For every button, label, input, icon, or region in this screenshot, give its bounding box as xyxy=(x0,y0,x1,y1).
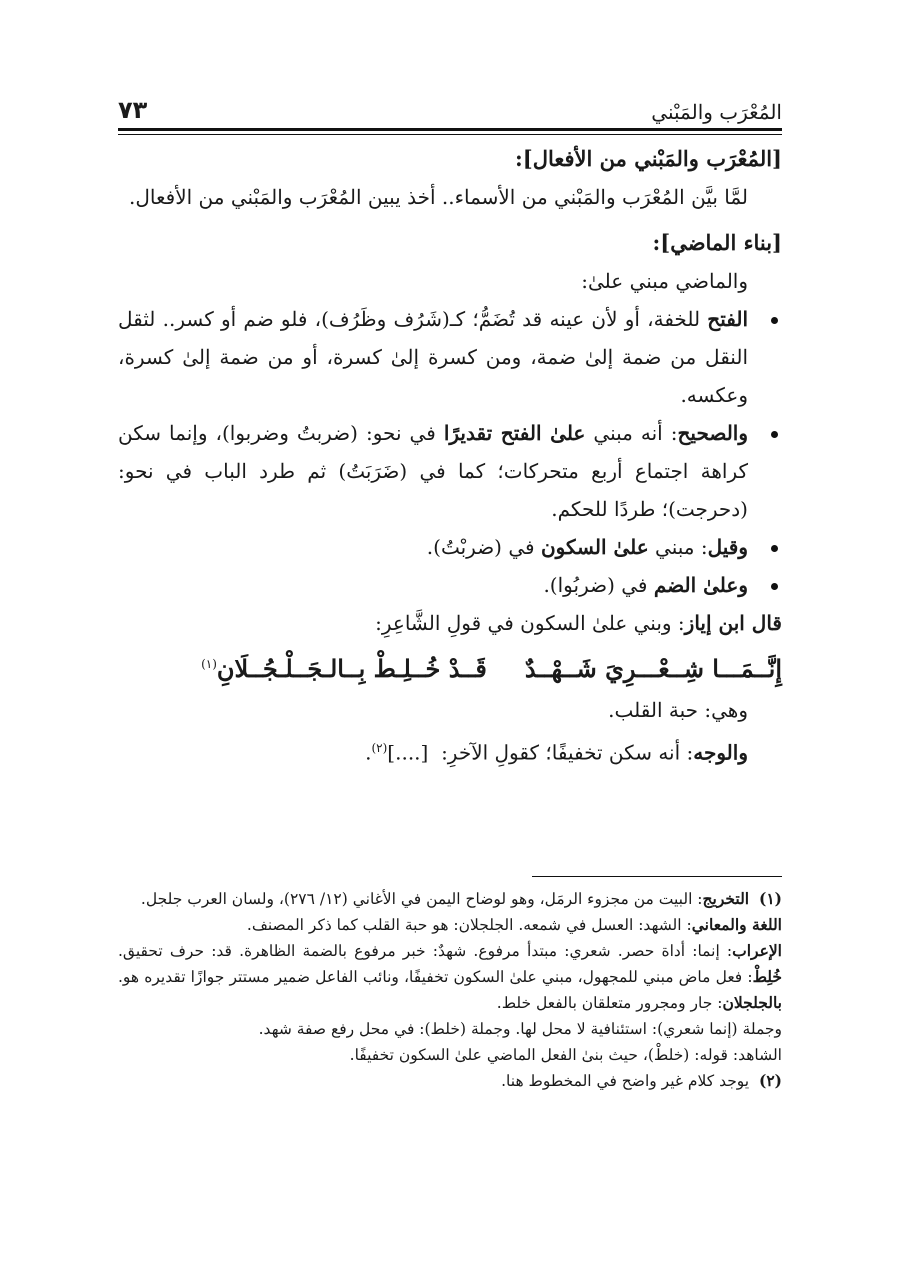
list-item xyxy=(118,414,782,528)
section-heading-verbs: [المُعْرَب والمَبْني من الأفعال]: xyxy=(515,146,782,171)
footnote-2-marker: (٢) xyxy=(758,1071,782,1090)
footnote-1-text: : البيت من مجزوء الرمَل، وهو لوضاح اليمن في الأغاني (١٢/ ٢٧٦)، ولسان العرب جلجل. xyxy=(140,890,703,908)
footnote-1-marker: (١) xyxy=(758,889,782,908)
after-verse-line: وهي: حبة القلب. xyxy=(608,698,748,722)
section-heading-past: [بناء الماضي]: xyxy=(652,230,782,255)
bullet-icon xyxy=(771,431,778,438)
footnote-shahid: الشاهد: قوله: (خلطْ)، حيث بنىٰ الفعل الماضي علىٰ السكون تخفيفًا. xyxy=(349,1046,782,1064)
verse-intro-text: : وبني علىٰ السكون في قولِ الشَّاعِرِ: xyxy=(375,611,685,635)
verse-hemistich-2: قَــدْ خُــلِـطْ بِــالـجَــلْـجُــلَانِ xyxy=(216,654,487,683)
footnote-jumla: وجملة (إنما شعري): استئنافية لا محل لها. وجملة (خلط): في محل رفع صفة شهد. xyxy=(258,1020,782,1038)
footnote-irab-label: الإعراب xyxy=(732,941,782,960)
missing-text-marker: [....] xyxy=(387,740,429,765)
footnote-1-label: التخريج xyxy=(702,889,750,908)
bullet-text: : أنه مبني xyxy=(585,421,678,445)
bullet-term: وعلىٰ الضم xyxy=(653,573,748,597)
bullet-icon xyxy=(771,583,778,590)
footnote-irab-text-1: : إنما: أداة حصر. شعري: مبتدأ مرفوع. شهدٌ: خبر مرفوع بالضمة الظاهرة. قد: حرف تحقيق. xyxy=(118,942,733,960)
bullet-term-2: علىٰ السكون xyxy=(540,535,649,559)
bullet-term-2: علىٰ الفتح تقديرًا xyxy=(443,421,586,445)
bullet-text-2: في نحو: (ضربتُ وضربوا)، وإنما سكن كراهة اجتماع أربع متحركات؛ كما في (ضَرَبَتُ) ثم طرد الباب في نحو: (دحرجت)؛ طردًا للحكم. xyxy=(118,421,748,521)
list-item xyxy=(118,566,782,604)
footnote-marker-2[interactable]: (٢) xyxy=(371,741,388,755)
intro-paragraph: لمَّا بيَّن المُعْرَب والمَبْني من الأسماء.. أخذ يبين المُعْرَب والمَبْني من الأفعال. xyxy=(129,185,748,209)
verse-intro xyxy=(118,604,782,642)
poetry-verse xyxy=(118,642,782,691)
bullet-term: والصحيح xyxy=(677,421,749,445)
footnote-2-text: يوجد كلام غير واضح في المخطوط هنا. xyxy=(501,1072,750,1090)
running-title: المُعْرَب والمَبْني xyxy=(651,100,782,124)
verse-hemistich-1: إِنَّــمَـــا شِــعْـــرِيَ شَــهْــدٌ xyxy=(524,654,782,683)
page-header xyxy=(118,84,782,124)
footnote-irab-term-khulit: خُلِطْ xyxy=(752,967,782,986)
footnote-irab-text-2: : فعل ماض مبني للمجهول، مبني علىٰ السكون تخفيفًا، ونائب الفاعل ضمير مستتر جوازًا تقديره هو. xyxy=(118,968,753,986)
bullet-text: في (ضربُوا). xyxy=(543,573,654,597)
footnotes xyxy=(118,886,782,1094)
bullet-term: الفتح xyxy=(707,307,748,331)
footnote-language-label: اللغة والمعاني xyxy=(691,915,782,934)
bullet-list xyxy=(118,300,782,604)
footnote-irab-term-jaljalan: بالجلجلان xyxy=(722,993,782,1012)
last-line xyxy=(118,729,782,772)
main-text xyxy=(118,140,782,772)
list-item xyxy=(118,528,782,566)
bullet-icon xyxy=(771,317,778,324)
bullet-icon xyxy=(771,545,778,552)
last-end: . xyxy=(365,740,372,765)
footnote-marker-1[interactable]: (١) xyxy=(201,657,217,671)
bullet-text-2: في (ضربْتُ). xyxy=(426,535,541,559)
bullet-text: : مبني xyxy=(648,535,708,559)
header-rule xyxy=(118,128,782,131)
footnote-rule xyxy=(532,876,782,877)
footnote-language xyxy=(118,912,782,938)
bullet-text: للخفة، أو لأن عينه قد تُضَمُّ؛ كـ(شَرُف وظَرُف)، فلو ضم أو كسر.. لثقل النقل من ضمة إلىٰ ضمة، ومن كسرة إلىٰ كسرة، أو من ضمة إلىٰ كسرة، وعكسه. xyxy=(118,307,748,407)
footnote-language-text: : الشهد: العسل في شمعه. الجلجلان: هو حبة القلب كما ذكر المصنف. xyxy=(246,916,692,934)
footnote-irab-text-3: : جار ومجرور متعلقان بالفعل خلط. xyxy=(496,994,723,1012)
footnote-2 xyxy=(118,1068,782,1094)
header-rule-thin xyxy=(118,134,782,135)
list-item xyxy=(118,300,782,414)
bullet-term: وقيل xyxy=(707,535,748,559)
footnote-1 xyxy=(118,886,782,912)
last-term: والوجه xyxy=(693,740,748,765)
page-number: ٧٣ xyxy=(118,96,148,124)
lead-line: والماضي مبني علىٰ: xyxy=(581,269,748,293)
footnote-irab xyxy=(118,938,782,1016)
last-text: : أنه سكن تخفيفًا؛ كقولِ الآخرِ: xyxy=(441,740,694,765)
verse-intro-author: قال ابن إياز xyxy=(684,611,782,635)
